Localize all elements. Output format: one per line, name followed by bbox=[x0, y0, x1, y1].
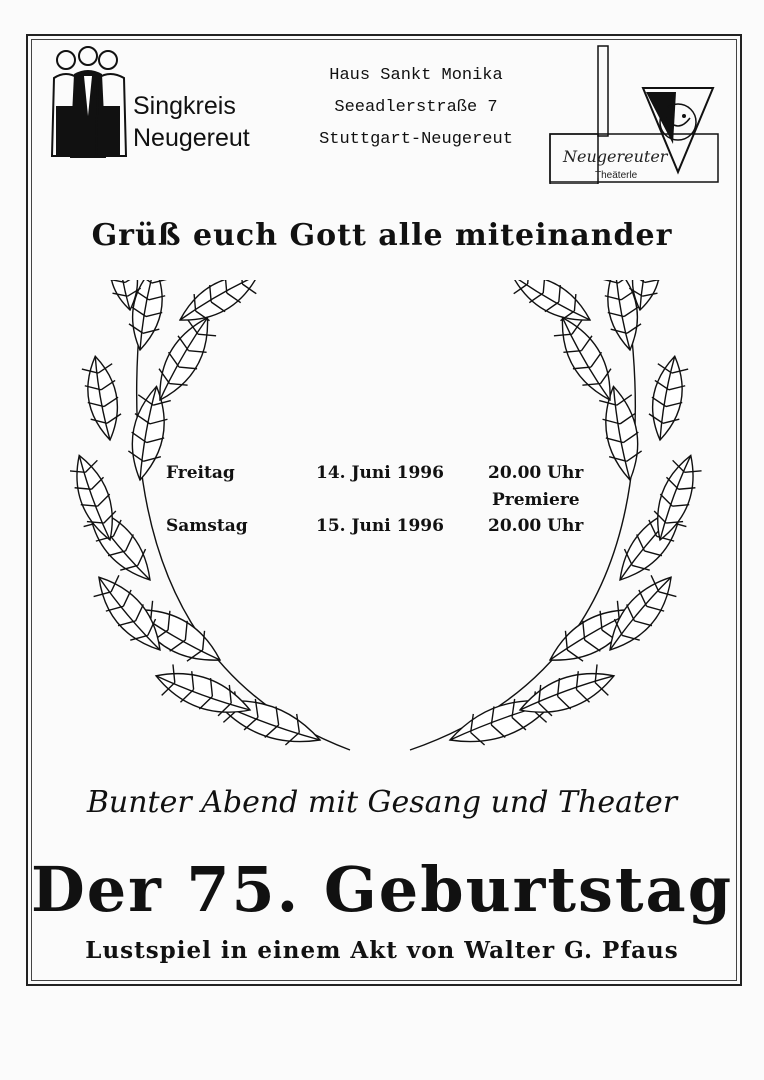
theaterle-logo-subtitle: Theäterle bbox=[595, 170, 638, 181]
schedule-day-2: Samstag bbox=[166, 516, 248, 536]
schedule-date-1: 14. Juni 1996 bbox=[316, 463, 444, 483]
laurel-leaf bbox=[172, 280, 265, 333]
theaterle-logo-script: Neugereuter bbox=[563, 147, 668, 166]
schedule-time-2: 20.00 Uhr bbox=[488, 516, 584, 536]
laurel-leaf bbox=[597, 384, 646, 483]
singkreis-logo-figures bbox=[44, 46, 134, 162]
event-subtitle: Bunter Abend mit Gesang und Theater bbox=[86, 785, 678, 820]
organization-name-line2: Neugereut bbox=[133, 124, 250, 152]
schedule-time-1: 20.00 Uhr bbox=[488, 463, 584, 483]
venue-address bbox=[310, 60, 522, 156]
organization-name-line1: Singkreis bbox=[133, 92, 236, 120]
play-byline: Lustspiel in einem Akt von Walter G. Pfaus bbox=[85, 937, 679, 964]
play-title: Der 75. Geburtstag bbox=[30, 853, 734, 926]
organization-name bbox=[133, 90, 250, 154]
schedule-premiere-note: Premiere bbox=[492, 490, 580, 510]
laurel-leaf bbox=[504, 280, 597, 333]
address-line-2: Seeadlerstraße 7 bbox=[334, 98, 498, 117]
address-line-1: Haus Sankt Monika bbox=[329, 66, 503, 85]
greeting-heading: Grüß euch Gott alle miteinander bbox=[91, 218, 673, 253]
schedule-date-2: 15. Juni 1996 bbox=[316, 516, 444, 536]
address-line-3: Stuttgart-Neugereut bbox=[319, 130, 513, 149]
laurel-leaf bbox=[80, 354, 125, 443]
schedule-day-1: Freitag bbox=[166, 463, 235, 483]
laurel-leaf bbox=[645, 354, 690, 443]
